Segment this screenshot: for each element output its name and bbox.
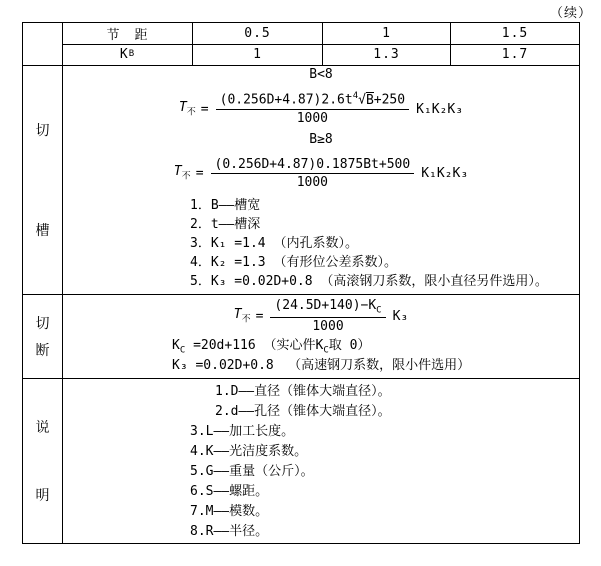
coefficients: K₁K₂K₃ bbox=[416, 101, 464, 117]
t-base: T bbox=[173, 164, 182, 180]
grooving-content bbox=[63, 66, 579, 294]
numerator-prefix: (0.256D+4.87)2.6t bbox=[219, 92, 353, 108]
numerator bbox=[270, 298, 385, 318]
remark-item-3: 3.L——加工长度。 bbox=[190, 424, 295, 439]
denominator: 1000 bbox=[296, 110, 328, 126]
fraction bbox=[270, 298, 385, 334]
header-grid bbox=[63, 23, 579, 65]
note-text: 取 0） bbox=[328, 338, 371, 353]
kb-value-1: 1 bbox=[193, 45, 323, 66]
remarks-content bbox=[63, 379, 579, 543]
grooving-formula-2 bbox=[63, 150, 579, 196]
equals-sign: = bbox=[195, 165, 204, 181]
t-base: T bbox=[178, 100, 187, 116]
numerator: (0.256D+4.87)0.1875Bt+500 bbox=[211, 157, 415, 174]
pitch-row-label: 节 距 bbox=[63, 23, 193, 44]
t-symbol bbox=[179, 100, 196, 118]
section-remarks bbox=[23, 379, 579, 543]
grooving-note-5: 5．K₃ =0.02D+0.8 （高滚钢刀系数，限小直径另件选用）。 bbox=[190, 274, 548, 289]
note-text: =20d+116 （实心件 bbox=[185, 338, 316, 353]
fraction bbox=[211, 157, 415, 190]
denominator: 1000 bbox=[296, 174, 328, 190]
remark-item-7: 7.M——模数。 bbox=[190, 504, 269, 519]
numerator bbox=[216, 92, 409, 109]
cutoff-label-char-2: 断 bbox=[35, 343, 50, 360]
grooving-note-4: 4．K₂ =1.3 （有形位公差系数）。 bbox=[190, 255, 397, 270]
section-cutoff bbox=[23, 295, 579, 379]
remark-item-6: 6.S——螺距。 bbox=[190, 484, 269, 499]
t-sub: 不 bbox=[241, 314, 251, 325]
cutoff-label bbox=[23, 295, 63, 378]
grooving-label bbox=[23, 66, 63, 294]
kc-sub: C bbox=[323, 345, 329, 356]
remarks-label-char-2: 明 bbox=[35, 488, 50, 504]
kc-base: K bbox=[368, 298, 377, 314]
fraction bbox=[216, 92, 409, 125]
pitch-row bbox=[63, 23, 579, 45]
remark-item-1: 1.D——直径（锥体大端直径）。 bbox=[215, 384, 391, 399]
cutoff-note-1 bbox=[63, 337, 579, 357]
pitch-value-2: 1 bbox=[323, 23, 451, 44]
grooving-condition-1: B<8 bbox=[309, 67, 333, 82]
cutoff-formula bbox=[63, 295, 579, 337]
root-index: 4 bbox=[352, 91, 359, 102]
cutoff-content bbox=[63, 295, 579, 378]
remark-item-2: 2.d——孔径（锥体大端直径）。 bbox=[215, 404, 391, 419]
equals-sign: = bbox=[200, 101, 209, 117]
kc-sub: C bbox=[179, 345, 186, 356]
kb-value-2: 1.3 bbox=[323, 45, 451, 66]
kb-row bbox=[63, 45, 579, 66]
header-corner-cell bbox=[23, 23, 63, 65]
t-base: T bbox=[233, 307, 242, 323]
t-sub: 不 bbox=[181, 171, 191, 182]
grooving-label-char-2: 槽 bbox=[35, 223, 50, 239]
t-symbol bbox=[234, 307, 251, 325]
pitch-value-1: 0.5 bbox=[193, 23, 323, 44]
section-grooving bbox=[23, 66, 579, 295]
kc-base: K bbox=[315, 338, 324, 353]
remark-item-8: 8.R——半径。 bbox=[190, 524, 269, 539]
t-sub: 不 bbox=[186, 107, 196, 118]
t-symbol bbox=[174, 164, 191, 182]
grooving-formula-1 bbox=[63, 86, 579, 132]
numerator-suffix: +250 bbox=[373, 92, 406, 108]
coefficients: K₁K₂K₃ bbox=[421, 165, 469, 181]
continued-label: （续） bbox=[549, 6, 592, 21]
kc-base: K bbox=[172, 338, 180, 353]
kb-base: K bbox=[119, 47, 129, 63]
remarks-label-char-1: 说 bbox=[35, 420, 50, 436]
grooving-note-1: 1．B——槽宽 bbox=[190, 198, 261, 213]
cutoff-note-2: K₃ =0.02D+0.8 （高速钢刀系数，限小件选用） bbox=[172, 358, 471, 373]
kb-sub: B bbox=[128, 49, 136, 60]
cutoff-label-char-1: 切 bbox=[35, 315, 50, 332]
radicand: B bbox=[365, 92, 374, 108]
equals-sign: = bbox=[255, 308, 264, 324]
remark-item-4: 4.K——光洁度系数。 bbox=[190, 444, 308, 459]
radical-sign: √ bbox=[358, 92, 366, 108]
denominator: 1000 bbox=[312, 318, 344, 334]
grooving-label-char-1: 切 bbox=[35, 123, 50, 139]
grooving-note-2: 2．t——槽深 bbox=[190, 217, 261, 232]
numerator-prefix: (24.5D+140)− bbox=[274, 298, 369, 314]
kb-row-label bbox=[63, 45, 193, 66]
grooving-condition-2: B≥8 bbox=[309, 132, 333, 147]
remark-item-5: 5.G——重量（公斤）。 bbox=[190, 464, 314, 479]
header-rows bbox=[23, 23, 579, 66]
grooving-note-3: 3．K₁ =1.4 （内孔系数）。 bbox=[190, 236, 358, 251]
kb-value-3: 1.7 bbox=[501, 47, 529, 63]
pitch-value-3: 1.5 bbox=[501, 25, 529, 41]
remarks-label bbox=[23, 379, 63, 543]
data-table bbox=[22, 22, 580, 544]
kc-sub: C bbox=[376, 305, 382, 316]
coefficients: K₃ bbox=[392, 308, 409, 324]
